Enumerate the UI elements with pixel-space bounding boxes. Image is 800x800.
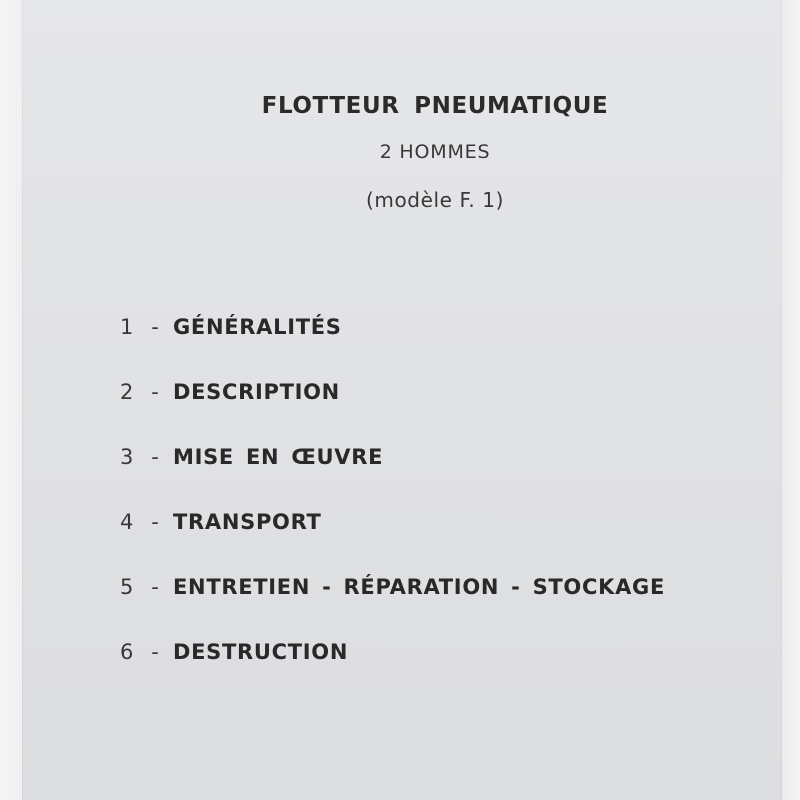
- toc-item-separator: -: [151, 445, 159, 469]
- toc-item-separator: -: [151, 640, 159, 664]
- model-designation: (modèle F. 1): [365, 188, 505, 212]
- toc-item-separator: -: [151, 315, 159, 339]
- toc-item-separator: -: [151, 510, 159, 534]
- right-scan-margin: [782, 0, 800, 800]
- toc-item-label: DESTRUCTION: [173, 640, 349, 664]
- table-of-contents: [120, 315, 760, 705]
- toc-item-number: 1: [120, 315, 134, 339]
- left-scan-margin: [0, 0, 22, 800]
- toc-item-4: [120, 510, 760, 575]
- toc-item-label: ENTRETIEN - RÉPARATION - STOCKAGE: [173, 575, 666, 599]
- toc-item-label: DESCRIPTION: [173, 380, 340, 404]
- toc-item-separator: -: [151, 380, 159, 404]
- toc-item-3: [120, 445, 760, 510]
- toc-item-separator: -: [151, 575, 159, 599]
- document-title: FLOTTEUR PNEUMATIQUE: [261, 93, 609, 119]
- document-subtitle: 2 HOMMES: [379, 141, 491, 163]
- toc-item-number: 2: [120, 380, 134, 404]
- toc-item-number: 6: [120, 640, 134, 664]
- toc-item-label: GÉNÉRALITÉS: [173, 315, 342, 339]
- toc-item-5: [120, 575, 760, 640]
- toc-item-label: MISE EN ŒUVRE: [173, 445, 384, 469]
- toc-item-1: [120, 315, 760, 380]
- toc-item-number: 5: [120, 575, 134, 599]
- toc-item-number: 3: [120, 445, 134, 469]
- toc-item-6: [120, 640, 760, 705]
- toc-item-label: TRANSPORT: [173, 510, 322, 534]
- toc-item-2: [120, 380, 760, 445]
- toc-item-number: 4: [120, 510, 134, 534]
